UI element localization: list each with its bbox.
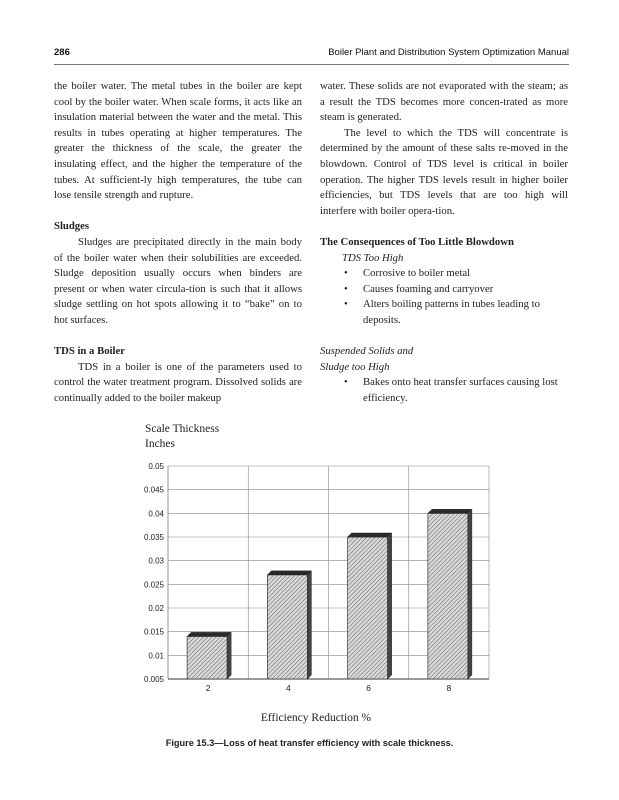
bar-top — [267, 571, 311, 575]
chart-xlabel: Efficiency Reduction % — [260, 712, 372, 724]
list-item: • Corrosive to boiler metal — [344, 267, 471, 280]
bar-top — [348, 533, 392, 537]
x-axis-ticks — [206, 683, 452, 693]
y-tick-label: 0.005 — [143, 675, 164, 684]
bar-side — [388, 533, 392, 679]
bar-4 — [267, 571, 311, 679]
bar-face — [187, 636, 227, 679]
tds-paragraph: TDS in a boiler is one of the parameters used to control the water treatment program. Dissolved solids are continually added to the boiler makeup — [54, 360, 302, 404]
right-paragraph-1: water. These solids are not evaporated with the steam; as a result the TDS becomes more concen-trated as more steam is generated. — [320, 80, 568, 124]
bar-side — [307, 571, 311, 679]
bar-top — [428, 509, 472, 513]
left-paragraph-1: the boiler water. The metal tubes in the boiler are kept cool by the boiler water. When scale forms, it acts like an insulation material between the water and the metal. This results in tubes operating at higher temperatures. The greater the thickness of the scale, the greater the insulating effect, and the higher the temperature of the tubes. At sufficient-ly high temperatures, the tube can lose tensile strength and rupture. — [54, 80, 302, 202]
bar-top — [187, 632, 231, 636]
figure-caption: Figure 15.3—Loss of heat transfer efficiency with scale thickness. — [165, 738, 454, 748]
x-tick-label: 4 — [286, 683, 291, 693]
suspended-solids-label: Suspended Solids and — [320, 345, 414, 358]
list-item: • Bakes onto heat transfer surfaces causing lost efficiency. — [344, 376, 558, 404]
y-tick-label: 0.05 — [148, 462, 164, 471]
running-title: Boiler Plant and Distribution System Optimization Manual — [328, 47, 569, 58]
bar-face — [348, 537, 388, 679]
sludges-heading: Sludges — [54, 220, 90, 233]
bar-6 — [348, 533, 392, 679]
list-item: • Alters boiling patterns in tubes leading to deposits. — [344, 298, 540, 326]
x-tick-label: 6 — [366, 683, 371, 693]
list-item: • Causes foaming and carryover — [344, 282, 494, 295]
chart-title: Scale Thickness — [145, 423, 220, 435]
bar-side — [468, 509, 472, 679]
y-axis-ticks — [144, 462, 165, 684]
y-tick-label: 0.04 — [148, 509, 164, 519]
bar-8 — [428, 509, 472, 679]
sludge-too-high-label: Sludge too High — [320, 360, 390, 373]
y-tick-label: 0.045 — [143, 485, 164, 495]
sludges-paragraph: Sludges are precipitated directly in the main body of the boiler water when their solubilities are exceeded. Sludge deposition usually occurs when binders are present or when water circula-tion is such that it allows sludge settling on hot spots allowing it to “bake” on to hot surfaces. — [54, 235, 302, 326]
tds-too-high-label: TDS Too High — [342, 251, 404, 264]
y-tick-label: 0.035 — [143, 533, 164, 542]
y-tick-label: 0.02 — [148, 604, 164, 613]
right-paragraph-2: The level to which the TDS will concentrate is determined by the amount of these salts re-moved in the blowdown. Control of TDS level is critical in boiler operation. The higher TDS levels result in higher boiler efficiencies, but TDS levels that are too high will interfere with boiler opera-tion. — [320, 126, 568, 217]
bar-face — [267, 575, 307, 679]
page-number: 286 — [54, 47, 70, 58]
x-tick-label: 2 — [205, 683, 211, 693]
y-tick-label: 0.01 — [148, 651, 164, 661]
consequences-heading: The Consequences of Too Little Blowdown — [320, 235, 514, 248]
tds-heading: TDS in a Boiler — [54, 345, 125, 358]
x-tick-label: 8 — [446, 683, 452, 693]
bar-2 — [187, 632, 231, 679]
chart-bars — [187, 509, 472, 679]
chart-ylabel: Inches — [145, 438, 176, 450]
y-tick-label: 0.015 — [143, 627, 164, 637]
y-tick-label: 0.025 — [143, 580, 164, 590]
bar-face — [428, 513, 468, 679]
y-tick-label: 0.03 — [148, 556, 164, 566]
bar-side — [227, 632, 231, 679]
